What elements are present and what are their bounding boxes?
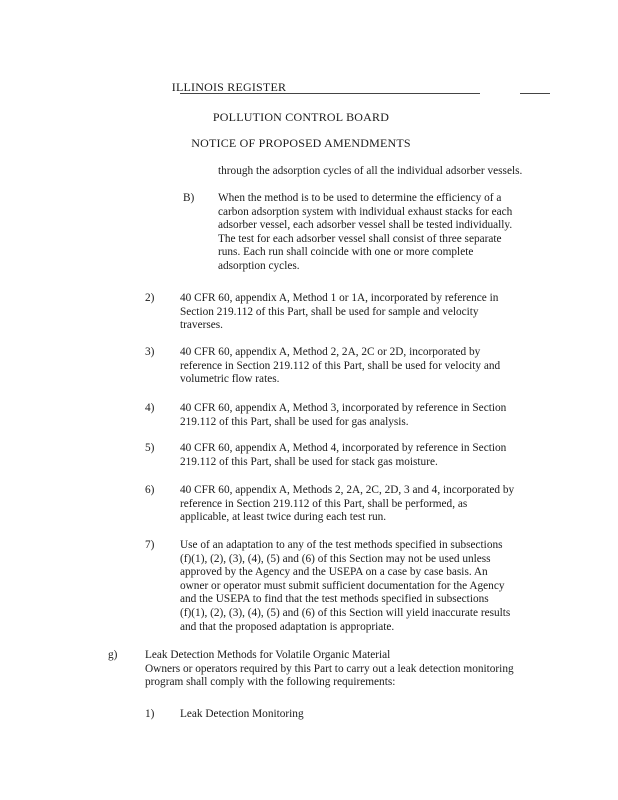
item-7-line: owner or operator must submit sufficient documentation for the Agency <box>180 579 505 592</box>
item-4-line: 40 CFR 60, appendix A, Method 3, incorporated by reference in Section <box>180 402 507 414</box>
item-6-line: applicable, at least twice during each test run. <box>180 511 387 524</box>
item-2-line: traverses. <box>180 319 223 332</box>
item-4-label: 4) <box>145 402 155 414</box>
notice-title: NOTICE OF PROPOSED AMENDMENTS <box>191 136 411 150</box>
header-rule <box>180 93 480 94</box>
item-b-line: carbon adsorption system with individual exhaust stacks for each <box>218 205 513 218</box>
item-6-label: 6) <box>145 484 155 496</box>
item-7-line: approved by the Agency and the USEPA on a case by case basis. An <box>180 566 488 579</box>
item-b-label: B) <box>183 192 195 204</box>
sub-1-label: 1) <box>145 708 155 720</box>
section-g-line: Owners or operators required by this Part to carry out a leak detection monitoring <box>145 662 514 675</box>
item-3-label: 3) <box>145 346 155 358</box>
item-7-line: (f)(1), (2), (3), (4), (5) and (6) of this Section will yield inaccurate results <box>180 606 511 619</box>
header-rule-short <box>520 93 550 94</box>
item-7-line: and that the proposed adaptation is appropriate. <box>180 620 395 633</box>
continuation-text: through the adsorption cycles of all the individual adsorber vessels. <box>218 165 523 177</box>
item-5-line: 40 CFR 60, appendix A, Method 4, incorporated by reference in Section <box>180 442 507 454</box>
item-5-label: 5) <box>145 442 155 454</box>
item-2-line: 40 CFR 60, appendix A, Method 1 or 1A, incorporated by reference in <box>180 292 499 304</box>
item-b-line: adsorber vessel, each adsorber vessel shall be tested individually. <box>218 219 513 232</box>
item-7-line: (f)(1), (2), (3), (4), (5) and (6) of this Section may not be used unless <box>180 552 491 565</box>
item-b-body <box>218 192 512 274</box>
item-5-body <box>180 442 506 469</box>
section-g-line: program shall comply with the following requirements: <box>145 676 396 689</box>
item-b-line: When the method is to be used to determine the efficiency of a <box>218 192 502 204</box>
item-7-label: 7) <box>145 539 155 551</box>
item-7-body <box>180 539 510 634</box>
item-5-line: 219.112 of this Part, shall be used for stack gas moisture. <box>180 455 438 468</box>
item-2-body <box>180 292 498 333</box>
item-b-line: adsorption cycles. <box>218 259 300 272</box>
item-b-line: runs. Each run shall coincide with one or more complete <box>218 246 474 259</box>
item-3-line: volumetric flow rates. <box>180 373 280 386</box>
item-6-body <box>180 484 514 525</box>
item-7-line: Use of an adaptation to any of the test methods specified in subsections <box>180 539 503 551</box>
item-4-body <box>180 402 506 429</box>
item-3-line: 40 CFR 60, appendix A, Method 2, 2A, 2C or 2D, incorporated by <box>180 346 481 358</box>
sub-1-heading: Leak Detection Monitoring <box>180 708 304 720</box>
item-3-line: reference in Section 219.112 of this Part, shall be used for velocity and <box>180 359 501 372</box>
section-g-body <box>145 649 514 690</box>
item-2-line: Section 219.112 of this Part, shall be used for sample and velocity <box>180 305 479 318</box>
item-b-line: The test for each adsorber vessel shall consist of three separate <box>218 232 502 245</box>
section-g-line: Leak Detection Methods for Volatile Organic Material <box>145 649 391 661</box>
item-3-body <box>180 346 500 387</box>
item-6-line: 40 CFR 60, appendix A, Methods 2, 2A, 2C, 2D, 3 and 4, incorporated by <box>180 484 515 496</box>
item-4-line: 219.112 of this Part, shall be used for gas analysis. <box>180 415 409 428</box>
item-2-label: 2) <box>145 292 155 304</box>
item-7-line: and the USEPA to find that the test methods specified in subsections <box>180 593 489 606</box>
item-6-line: reference in Section 219.112 of this Part, shall be performed, as <box>180 497 468 510</box>
section-g-label: g) <box>108 649 118 661</box>
board-title: POLLUTION CONTROL BOARD <box>212 110 390 124</box>
register-title: ILLINOIS REGISTER <box>171 80 287 94</box>
